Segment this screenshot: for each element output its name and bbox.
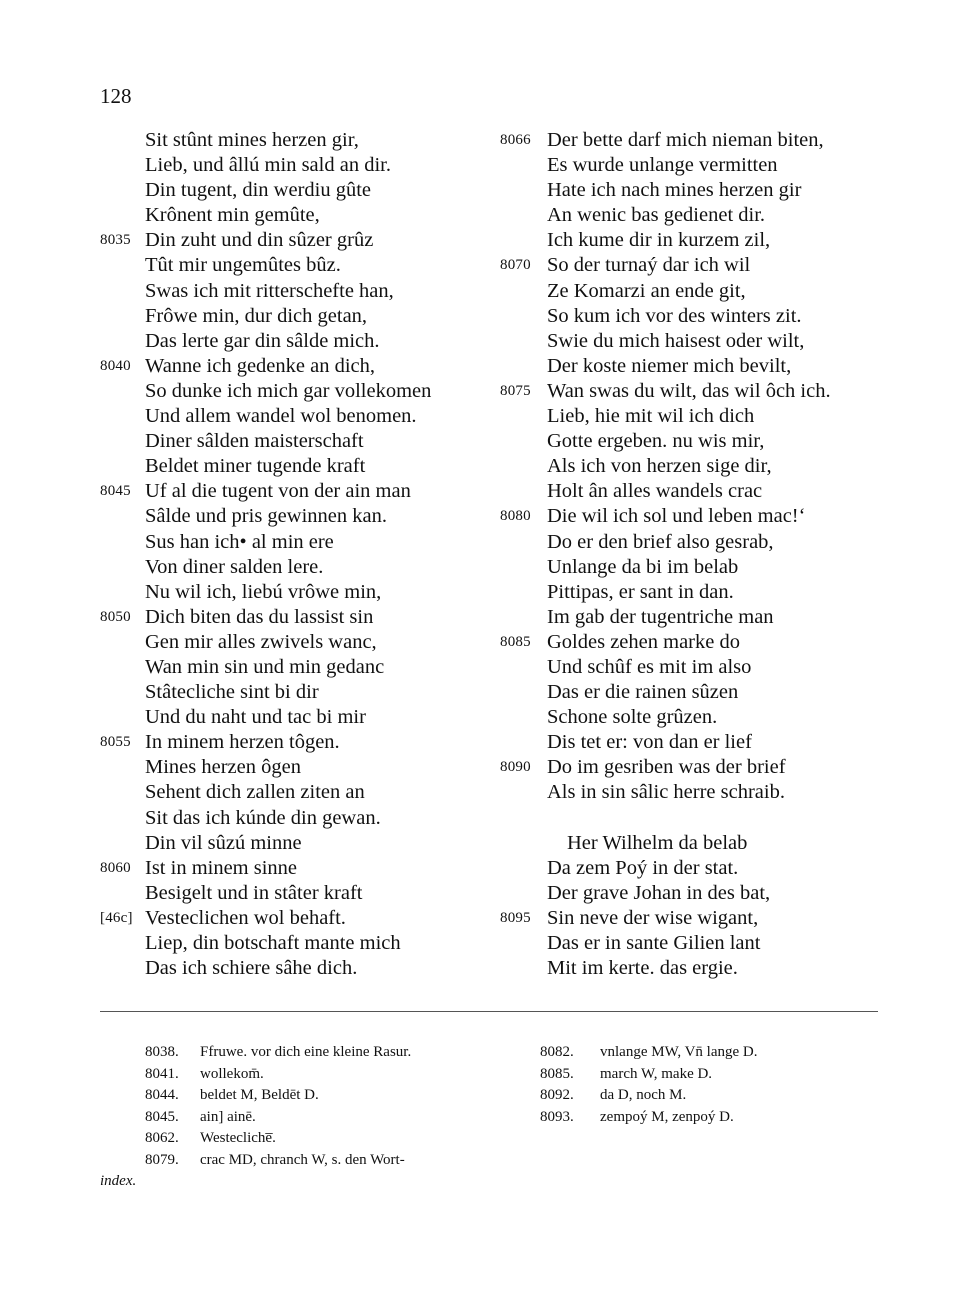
- verse-text: Swie du mich haisest oder wilt,: [547, 329, 805, 352]
- footnote-ref: 8062.: [145, 1130, 179, 1146]
- footnote-text: da D, noch M.: [600, 1087, 687, 1103]
- footnote-text: vnlange MW, Vn̄ lange D.: [600, 1044, 758, 1060]
- verse-text: Das er in sante Gilien lant: [547, 932, 761, 954]
- verse-line: [500, 881, 920, 906]
- verse-line: [500, 780, 920, 805]
- line-number: 8035: [100, 232, 131, 249]
- verse-line: [100, 429, 500, 454]
- verse-line: [500, 530, 920, 555]
- verse-text: Tût mir ungemûtes bûz.: [145, 254, 341, 277]
- line-number: 8040: [100, 357, 131, 374]
- right-column: [500, 128, 920, 981]
- verse-line: [100, 128, 500, 153]
- verse-text: Gotte ergeben. nu wis mir,: [547, 430, 765, 453]
- verse-text: In minem herzen tôgen.: [145, 731, 340, 754]
- verse-line: [100, 956, 500, 981]
- verse-text: Ist in minem sinne: [145, 856, 298, 879]
- footnote-ref: 8045.: [145, 1108, 179, 1125]
- verse-line: [500, 404, 920, 429]
- verse-text: Schone solte grûzen.: [547, 706, 718, 729]
- footnote-text: zempoý M, zenpoý D.: [600, 1108, 734, 1125]
- verse-line: [100, 203, 500, 228]
- verse-text: Din zuht und din sûzer grûz: [145, 229, 374, 252]
- footnote-divider: [100, 1011, 878, 1012]
- footnote-ref: 8044.: [145, 1087, 179, 1103]
- footnote: [100, 1042, 490, 1064]
- footnote: [100, 1150, 490, 1172]
- verse-text: Do im gesriben was der brief: [547, 756, 786, 779]
- verse-line: [100, 655, 500, 680]
- footnote-text: march W, make D.: [600, 1065, 713, 1082]
- footnote-text: ain] ainē.: [200, 1108, 256, 1125]
- footnote-ref: 8082.: [540, 1044, 574, 1060]
- verse-text: Das ich schiere sâhe dich.: [145, 957, 358, 980]
- verse-line: [500, 730, 920, 755]
- verse-text: Und allem wandel wol benomen.: [145, 405, 417, 428]
- footnote-ref: 8079.: [145, 1151, 179, 1168]
- footnote: [100, 1107, 490, 1129]
- verse-line: [500, 379, 920, 404]
- left-column: [100, 128, 500, 981]
- line-number: 8085: [500, 633, 531, 650]
- verse-line: [500, 504, 920, 529]
- footnote-text: Ffruwe. vor dich eine kleine Rasur.: [200, 1044, 412, 1060]
- verse-text: Nu wil ich, liebú vrôwe min,: [145, 580, 382, 603]
- verse-line: [100, 178, 500, 203]
- verse-text: Von diner salden lere.: [145, 555, 324, 578]
- verse-text: Sit stûnt mines herzen gir,: [145, 129, 359, 151]
- verse-line: [500, 931, 920, 956]
- footnote-text: index.: [100, 1173, 137, 1189]
- verse-line: [500, 580, 920, 605]
- verse-text: Sâlde und pris gewinnen kan.: [145, 505, 387, 528]
- verse-text: Beldet miner tugende kraft: [145, 455, 366, 478]
- verse-line: [100, 454, 500, 479]
- footnote-text: crac MD, chranch W, s. den Wort-: [200, 1151, 405, 1168]
- verse-text: Hate ich nach mines herzen gir: [547, 179, 802, 202]
- verse-line: [500, 705, 920, 730]
- verse-text: So der turnaý dar ich wil: [547, 254, 751, 277]
- verse-text: Die wil ich sol und leben mac!‘: [547, 505, 806, 528]
- verse-text: Im gab der tugentriche man: [547, 605, 774, 628]
- verse-text: Das lerte gar din sâlde mich.: [145, 329, 380, 352]
- line-number: 8095: [500, 909, 531, 926]
- verse-text: Dich biten das du lassist sin: [145, 605, 374, 628]
- verse-text: Mit im kerte. das ergie.: [547, 957, 738, 980]
- verse-text: An wenic bas gedienet dir.: [547, 204, 766, 227]
- verse-line: [500, 304, 920, 329]
- footnote-text: Westecliche̅.: [200, 1130, 276, 1146]
- footnote-text: beldet M, Beldēt D.: [200, 1087, 319, 1103]
- verse-line: [500, 856, 920, 881]
- verse-line: [100, 780, 500, 805]
- line-number: [46c]: [100, 909, 133, 926]
- verse-text: Holt ân alles wandels crac: [547, 480, 763, 503]
- verse-text: Das er die rainen sûzen: [547, 681, 739, 704]
- verse-line: [100, 931, 500, 956]
- verse-line: [500, 279, 920, 304]
- verse-text: Din tugent, din werdiu gûte: [145, 179, 372, 202]
- verse-line: [100, 705, 500, 730]
- verse-line: [500, 128, 920, 153]
- verse-text: Sus han ich• al min ere: [145, 530, 334, 553]
- line-number: 8045: [100, 483, 131, 500]
- verse-line: [100, 730, 500, 755]
- verse-line: [100, 630, 500, 655]
- verse-line: [500, 153, 920, 178]
- verse-line: [500, 354, 920, 379]
- verse-text: Wanne ich gedenke an dich,: [145, 354, 376, 377]
- verse-text: Lieb, hie mit wil ich dich: [547, 405, 755, 428]
- footnote-ref: 8085.: [540, 1065, 574, 1082]
- footnotes-right: [540, 1042, 880, 1128]
- verse-line: [100, 404, 500, 429]
- verse-text: Wan swas du wilt, das wil ôch ich.: [547, 379, 831, 402]
- verse-line: [500, 253, 920, 278]
- verse-line: [100, 354, 500, 379]
- line-number: 8050: [100, 608, 131, 625]
- verse-line: [100, 304, 500, 329]
- verse-text: Uf al die tugent von der ain man: [145, 480, 411, 503]
- verse-text: Sit das ich kúnde din gewan.: [145, 806, 381, 829]
- verse-line: [500, 655, 920, 680]
- line-number: 8075: [500, 382, 531, 399]
- verse-text: Ich kume dir in kurzem zil,: [547, 229, 771, 252]
- footnotes-left: [100, 1042, 490, 1193]
- footnote: [540, 1107, 880, 1129]
- verse-line: [500, 806, 920, 831]
- verse-text: Krônent min gemûte,: [145, 204, 320, 227]
- verse-text: Mines herzen ôgen: [145, 756, 301, 779]
- verse-text: Stâtecliche sint bi dir: [145, 681, 319, 704]
- verse-line: [100, 153, 500, 178]
- verse-text: Diner sâlden maisterschaft: [145, 430, 364, 453]
- footnote-ref: 8093.: [540, 1108, 574, 1125]
- footnote: [100, 1085, 490, 1107]
- page-number: 128: [100, 84, 132, 108]
- verse-line: [100, 530, 500, 555]
- verse-text: Swas ich mit ritterschefte han,: [145, 279, 394, 302]
- verse-text: Unlange da bi im belab: [547, 555, 739, 578]
- line-number: 8090: [500, 759, 531, 776]
- verse-text: Und schûf es mit im also: [547, 655, 752, 678]
- verse-text: Do er den brief also gesrab,: [547, 530, 774, 553]
- verse-text: Ze Komarzi an ende git,: [547, 279, 746, 302]
- verse-text: Besigelt und in stâter kraft: [145, 881, 363, 904]
- verse-line: [500, 454, 920, 479]
- verse-line: [100, 228, 500, 253]
- verse-line: [100, 555, 500, 580]
- verse-line: [100, 379, 500, 404]
- footnote: [540, 1064, 880, 1086]
- footnote: [100, 1171, 490, 1193]
- verse-text: Sehent dich zallen ziten an: [145, 781, 365, 804]
- line-number: 8055: [100, 734, 131, 751]
- verse-line: [500, 630, 920, 655]
- verse-text: Her Wilhelm da belab: [567, 831, 748, 854]
- verse-text: Liep, din botschaft mante mich: [145, 932, 401, 954]
- verse-text: So kum ich vor des winters zit.: [547, 304, 802, 327]
- verse-line: [100, 479, 500, 504]
- verse-line: [500, 203, 920, 228]
- verse-line: [100, 504, 500, 529]
- verse-line: [100, 831, 500, 856]
- footnote: [540, 1085, 880, 1107]
- verse-text: Din vil sûzú minne: [145, 831, 302, 854]
- verse-text: Goldes zehen marke do: [547, 630, 740, 653]
- verse-line: [500, 906, 920, 931]
- verse-text: Vesteclichen wol behaft.: [145, 906, 346, 929]
- verse-text: Pittipas, er sant in dan.: [547, 580, 734, 603]
- verse-line: [500, 329, 920, 354]
- verse-line: [500, 680, 920, 705]
- verse-text: Gen mir alles zwivels wanc,: [145, 630, 377, 653]
- verse-line: [100, 253, 500, 278]
- verse-text: Es wurde unlange vermitten: [547, 154, 778, 177]
- verse-text: Dis tet er: von dan er lief: [547, 731, 752, 754]
- verse-line: [500, 755, 920, 780]
- line-number: 8080: [500, 508, 531, 525]
- footnote: [100, 1064, 490, 1086]
- verse-line: [500, 178, 920, 203]
- footnote: [100, 1128, 490, 1150]
- verse-line: [500, 228, 920, 253]
- verse-line: [100, 605, 500, 630]
- verse-text: Wan min sin und min gedanc: [145, 655, 385, 678]
- verse-line: [100, 755, 500, 780]
- verse-line: [100, 329, 500, 354]
- verse-line: [100, 580, 500, 605]
- verse-text: Als in sin sâlic herre schraib.: [547, 781, 785, 804]
- line-number: 8066: [500, 132, 531, 148]
- footnote-ref: 8038.: [145, 1044, 179, 1060]
- verse-text: Lieb, und âllú min sald an dir.: [145, 154, 391, 177]
- verse-text: Der bette darf mich nieman biten,: [547, 129, 824, 151]
- footnote-ref: 8041.: [145, 1065, 179, 1082]
- verse-text: Und du naht und tac bi mir: [145, 706, 366, 729]
- verse-line: [100, 856, 500, 881]
- verse-line: [100, 279, 500, 304]
- footnote-text: wollekom̄.: [200, 1065, 264, 1082]
- verse-text: Da zem Poý in der stat.: [547, 856, 739, 879]
- footnote-ref: 8092.: [540, 1087, 574, 1103]
- verse-text: Der grave Johan in des bat,: [547, 881, 771, 904]
- verse-line: [500, 429, 920, 454]
- line-number: 8060: [100, 859, 131, 876]
- verse-line: [500, 555, 920, 580]
- verse-line: [500, 479, 920, 504]
- verse-line: [100, 680, 500, 705]
- footnote: [540, 1042, 880, 1064]
- verse-text: So dunke ich mich gar vollekomen: [145, 379, 432, 402]
- verse-line: [100, 906, 500, 931]
- verse-line: [100, 881, 500, 906]
- verse-line: [500, 605, 920, 630]
- verse-line: [100, 806, 500, 831]
- verse-text: Sin neve der wise wigant,: [547, 906, 759, 929]
- verse-text: Der koste niemer mich bevilt,: [547, 354, 792, 377]
- verse-line: [500, 956, 920, 981]
- verse-line: [500, 831, 920, 856]
- verse-text: Frôwe min, dur dich getan,: [145, 304, 368, 327]
- verse-text: Als ich von herzen sige dir,: [547, 455, 772, 478]
- line-number: 8070: [500, 257, 531, 274]
